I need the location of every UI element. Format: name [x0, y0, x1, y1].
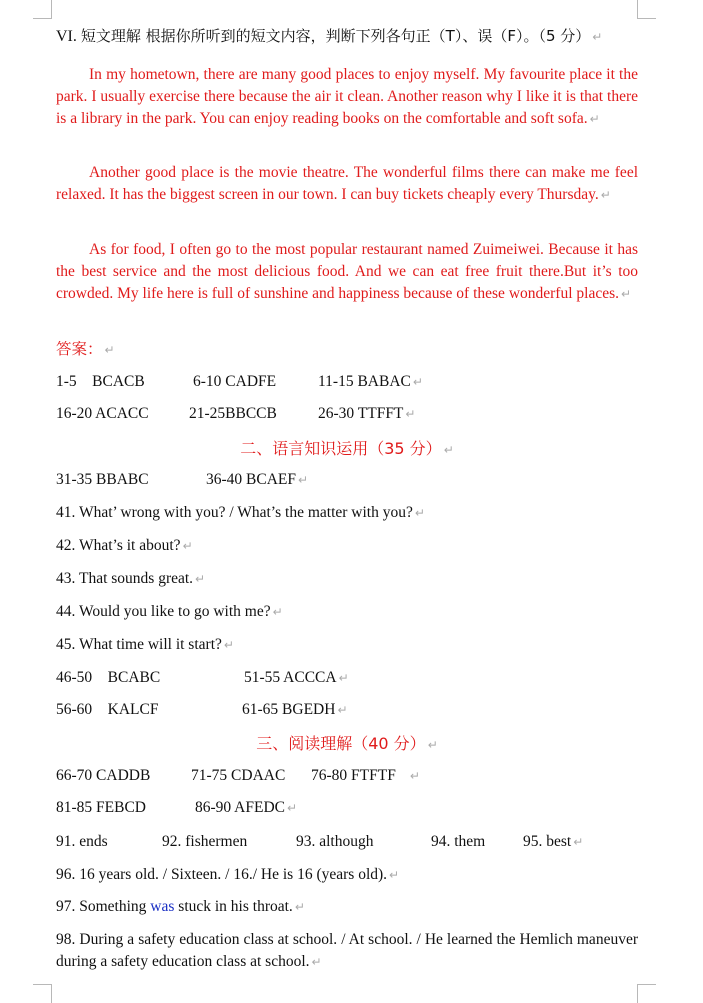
paragraph-mark-icon: ↵	[621, 287, 632, 301]
section-heading	[56, 25, 602, 46]
answer-group: 26-30 TTFFT ↵	[318, 405, 416, 422]
answer-group: 91. ends	[56, 833, 108, 850]
page-corner-mark	[33, 0, 52, 19]
paragraph-mark-icon: ↵	[592, 30, 603, 44]
answer-line: 45. What time will it start? ↵	[56, 636, 234, 653]
answer-line: 42. What’s it about? ↵	[56, 537, 193, 554]
paragraph-mark-icon: ↵	[600, 188, 611, 202]
answer-line: 96. 16 years old. / Sixteen. / 16./ He is 16 (years old). ↵	[56, 866, 400, 883]
answer-group: 92. fishermen	[162, 833, 248, 850]
answer-group: 56-60 KALCF	[56, 701, 159, 718]
heading-text: 短文理解 根据你所听到的短文内容，判断下列各句正（T）、误（F）。（5 分）	[80, 27, 591, 45]
page-corner-mark	[33, 984, 52, 1003]
paragraph-mark-icon: ↵	[104, 343, 115, 357]
answer-group: 11-15 BABAC ↵	[318, 373, 423, 390]
answer-group: 86-90 AFEDC ↵	[195, 799, 298, 816]
answer-group: 71-75 CDAAC	[191, 767, 286, 784]
answer-line: 44. Would you like to go with me? ↵	[56, 603, 283, 620]
answer-group: 6-10 CADFE	[193, 373, 277, 390]
answer-group: 31-35 BBABC	[56, 471, 149, 488]
answer-group: 81-85 FEBCD	[56, 799, 146, 816]
answer-group: 95. best ↵	[523, 833, 584, 850]
answer-group: 76-80 FTFTF ↵	[311, 767, 420, 784]
page-corner-mark	[637, 0, 656, 19]
answer-group: 51-55 ACCCA ↵	[244, 669, 349, 686]
answer-group: 93. although	[296, 833, 374, 850]
page-corner-mark	[637, 984, 656, 1003]
passage-paragraph: In my hometown, there are many good places to enjoy myself. My favourite place it the park. I usually exercise there because the air it clean. Another reason why I like it is that there is a library in the park. You can enjoy reading books on the comfortable and soft sofa. ↵	[56, 66, 638, 127]
passage-paragraph: Another good place is the movie theatre. The wonderful films there can make me feel relaxed. It has the biggest screen in our town. I can buy tickets cheaply every Thursday. ↵	[56, 164, 638, 203]
answer-group: 36-40 BCAEF ↵	[206, 471, 309, 488]
passage-paragraph: As for food, I often go to the most popular restaurant named Zuimeiwei. Because it has the best service and the most delicious food. And we can eat free fruit there.But it’s too crowded. My life here is full of sunshine and happiness because of these wonderful places. ↵	[56, 241, 638, 302]
answer-line: 98. During a safety education class at school. / At school. / He learned the Hemlich maneuver during a safety education class at school. ↵	[56, 931, 638, 970]
section-title: 二、语言知识运用（35 分） ↵	[240, 439, 454, 458]
answer-line: 97. Something was stuck in his throat. ↵	[56, 898, 305, 915]
answer-group: 66-70 CADDB	[56, 767, 151, 784]
answer-group: 94. them	[431, 833, 486, 850]
answer-group: 61-65 BGEDH ↵	[242, 701, 348, 718]
section-title: 三、阅读理解（40 分） ↵	[256, 734, 438, 753]
answer-group: 16-20 ACACC	[56, 405, 149, 422]
answer-group: 46-50 BCABC	[56, 669, 161, 686]
answer-line: 41. What’ wrong with you? / What’s the matter with you? ↵	[56, 504, 425, 521]
answer-group: 21-25BBCCB	[189, 405, 277, 422]
heading-number: VI.	[56, 28, 77, 45]
paragraph-mark-icon: ↵	[589, 112, 600, 126]
answer-group: 1-5 BCACB	[56, 373, 145, 390]
answer-label: 答案： ↵	[56, 340, 115, 358]
answer-line: 43. That sounds great. ↵	[56, 570, 206, 587]
